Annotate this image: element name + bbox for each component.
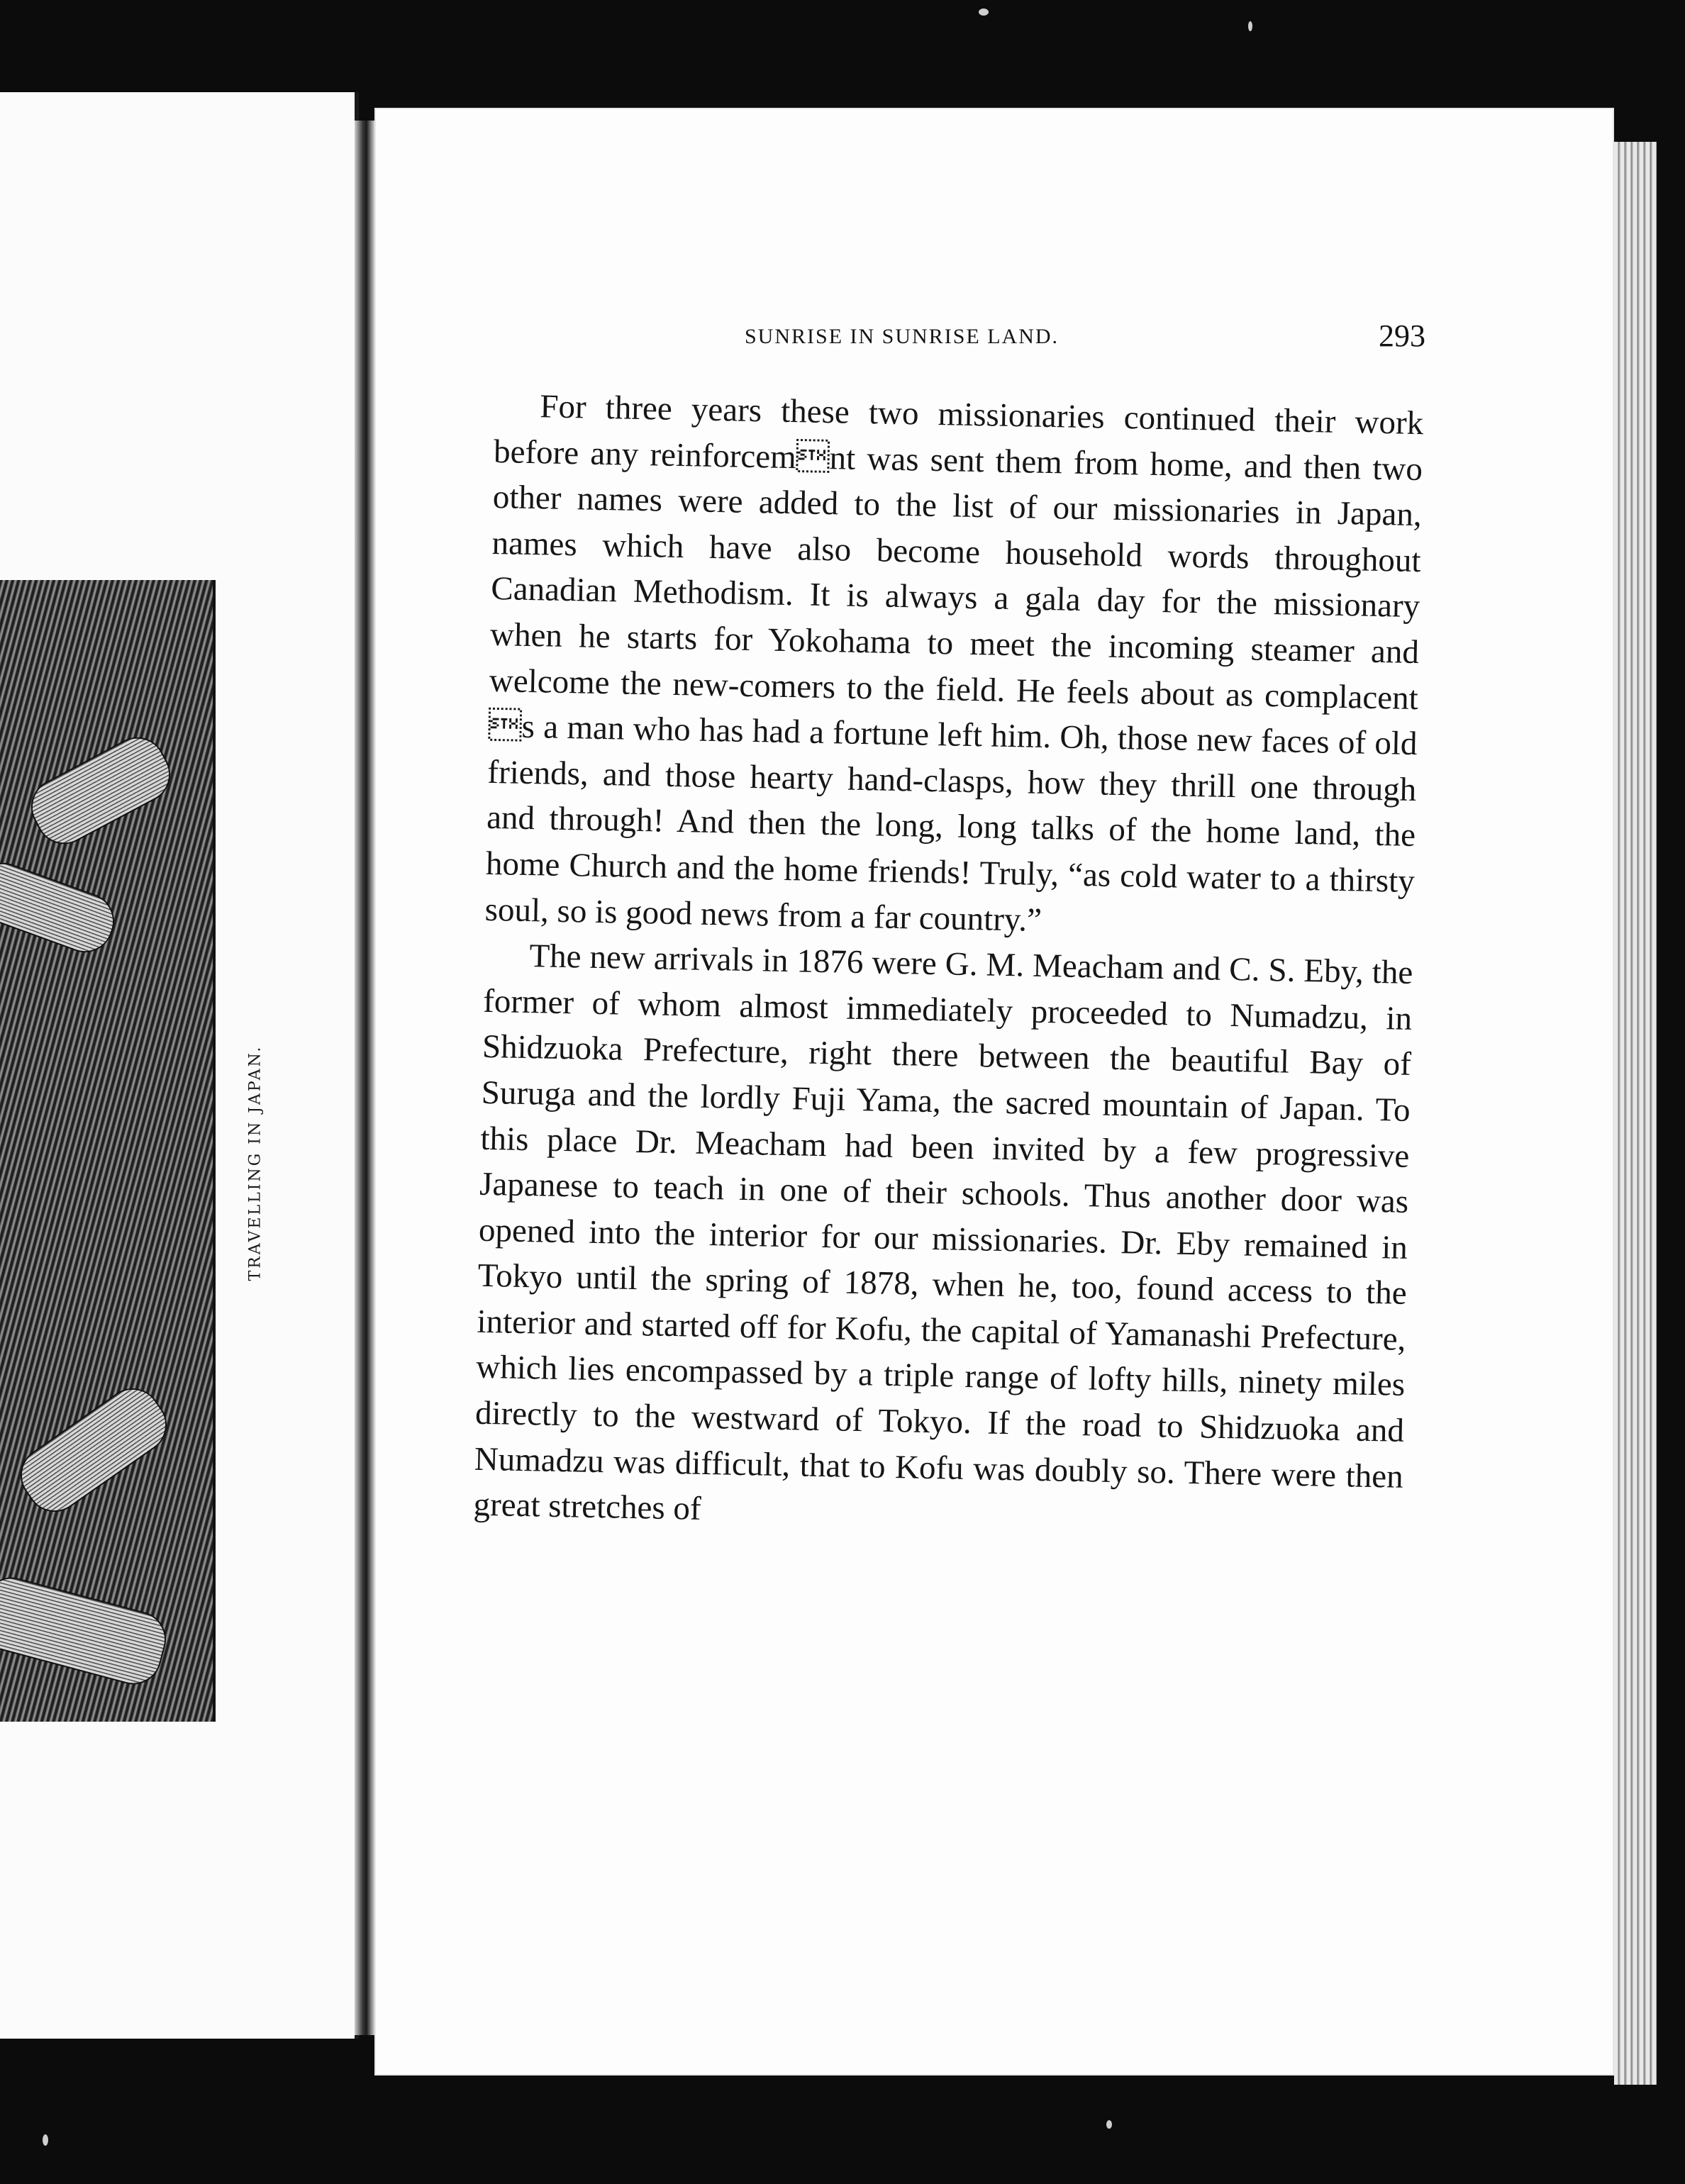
page-number: 293	[1379, 318, 1425, 353]
illustration-caption: TRAVELLING IN JAPAN.	[246, 1044, 265, 1281]
dust-speck	[43, 2134, 48, 2146]
book-gutter	[355, 121, 374, 2035]
left-page	[0, 92, 359, 2039]
paragraph-1: For three years these two missionaries continued their work before any reinforcemnt was sent them from home, and then two other names were added to the list of our missionaries in Japan, names which have also become household words throughout Canadian Methodism. It is always a gala day for the missionary when he starts for Yokohama to meet the incoming steamer and welcome the new-comers to the field. He feels about as complacent s a man who has had a fortune left him. Oh, those new faces of old friends, and those hearty hand-clasps, how they thrill one through and through! And then the long, long talks of the home land, the home Church and the home friends! Truly, “as cold water to a thirsty soul, so is good news from a far country.”	[484, 388, 1424, 939]
engraving-figure	[9, 1377, 177, 1522]
running-head	[745, 318, 1425, 360]
page-edges	[1614, 142, 1657, 2085]
engraving-figure	[0, 855, 122, 961]
paragraph-2: The new arrivals in 1876 were G. M. Meacham and C. S. Eby, the former of whom almost immediately proceeded to Numadzu, in Shidzuoka Prefecture, right there between the beautiful Bay of Suruga and the lordly Fuji Yama, the sacred mountain of Japan. To this place Dr. Meacham had been invited by a few progressive Japanese to teach in one of their schools. Thus another door was opened into the interior for our missionaries. Dr. Eby remained in Tokyo until the spring of 1878, when he, too, found access to the interior and started off for Kofu, the capital of Yamanashi Prefecture, which lies encompassed by a triple range of lofty hills, ninety miles directly to the westward of Tokyo. If the road to Shidzuoka and Numadzu was difficult, that to Kofu was doubly so. There were then great stretches of	[473, 937, 1413, 1528]
running-head-title: SUNRISE IN SUNRISE LAND.	[745, 325, 1060, 348]
dust-speck	[979, 9, 989, 16]
engraving-figure	[21, 728, 180, 854]
dust-speck	[1106, 2120, 1112, 2129]
engraving-illustration	[0, 580, 216, 1722]
body-text	[473, 383, 1424, 1546]
engraving-figure	[0, 1571, 172, 1691]
illustration-caption-area	[234, 1014, 277, 1312]
dust-speck	[1248, 21, 1252, 31]
